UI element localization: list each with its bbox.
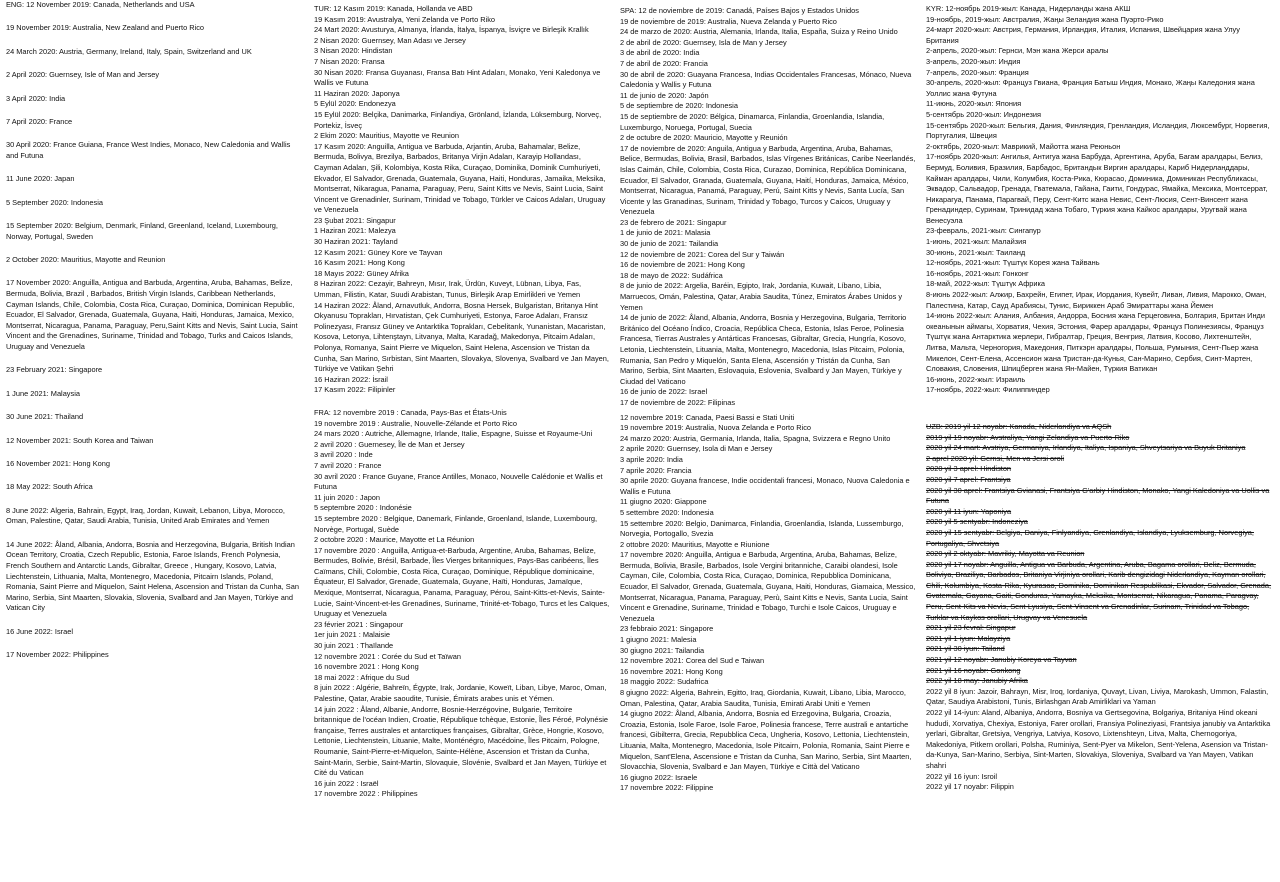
uzbek-entry: 2019 yil 19 noyabr: Avstraliya, Yangi Zelandiya va Puerto-Riko: [926, 432, 1130, 442]
kyrgyz-entry: 1-июнь, 2021-жыл: Малайзия: [926, 237, 1027, 247]
turkish-entry: 8 Haziran 2022: Cezayir, Bahreyn, Mısır, Irak, Ürdün, Kuveyt, Lübnan, Libya, Fas, Umman, Filistin, Katar, Suudi Arabistan, Tunus, Birleşik Arap Emirlikleri ve Yemen: [314, 279, 582, 300]
kyrgyz-entry: 16-июнь, 2022-жыл: Израиль: [926, 374, 1026, 384]
italian-entry: 2 aprile 2020: Guernsey, Isola di Man e Jersey: [620, 444, 773, 454]
italian-entry: 16 giugno 2022: Israele: [620, 772, 698, 782]
spanish-section: [620, 6, 916, 409]
italian-entry: 12 novembre 2021: Corea del Sud e Taiwan: [620, 656, 765, 666]
italian-entry: 15 settembre 2020: Belgio, Danimarca, Finlandia, Groenlandia, Islanda, Lussemburgo, Norvegia, Portogallo, Svezia: [620, 518, 904, 539]
uzbek-entry: UZB: 2019 yil 12 noyabr: Kanada, Niderlandiya va AQSh: [926, 421, 1112, 431]
turkish-entry: 19 Kasım 2019: Avustralya, Yeni Zelanda ve Porto Riko: [314, 14, 496, 24]
english-entry: 17 November 2022: Philippines: [6, 650, 109, 660]
kyrgyz-entry: 19-ноябрь, 2019-жыл: Австралия, Жаңы Зеландия жана Пуэрто-Рико: [926, 14, 1164, 24]
english-entry: 3 April 2020: India: [6, 93, 66, 103]
spanish-italian-column: [620, 6, 916, 794]
spanish-entry: 8 de junio de 2022: Argelia, Baréin, Egipto, Irak, Jordania, Kuwait, Líbano, Libia, Marruecos, Omán, Palestina, Qatar, Arabia Saudita, Túnez, Emiratos Árabes Unidos y Yemen: [620, 281, 903, 312]
english-entry: 2 October 2020: Mauritius, Mayotte and Reunion: [6, 255, 166, 265]
turkish-entry: 17 Kasım 2020: Anguilla, Antigua ve Barbuda, Arjantin, Aruba, Bahamalar, Belize, Bermuda, Bolivya, Brezilya, Barbados, Britanya Virjin Adaları, Karayip Hollandası, Cayman Adaları, Şili, Kolombiya, Kosta Rika, Curaçao, Dominika, Dominik Cumhuriyeti, Ekvador, El Salvador, Grenada, Guatemala, Guyana, Haiti, Honduras, Jamaika, Meksika, Montserrat, Nikaragua, Panama, Paraguay, Peru, Saint Kitts ve Nevis, Saint Lucia, Saint Vincent ve Grenadinler, Surinam, Trinidad ve Tobago, Türkler ve Caicos Adaları, Uruguay ve Venezuela: [314, 141, 606, 215]
turkish-entry: 30 Haziran 2021: Tayland: [314, 237, 398, 247]
uzbek-entry: 2 aprel 2020 yil: Gernsi, Men va Jersi oroli: [926, 453, 1065, 463]
spanish-entry: 2 de abril de 2020: Guernsey, Isla de Man y Jersey: [620, 37, 787, 47]
french-entry: 18 mai 2022 : Afrique du Sud: [314, 672, 410, 682]
kyrgyz-entry: 2-октябрь, 2020-жыл: Маврикий, Майотта жана Реюньон: [926, 141, 1121, 151]
english-entry: 16 November 2021: Hong Kong: [6, 459, 110, 468]
french-entry: 24 mars 2020 : Autriche, Allemagne, Irlande, Italie, Espagne, Suisse et Royaume-Uni: [314, 429, 593, 439]
italian-entry: 30 giugno 2021: Tailandia: [620, 645, 705, 655]
english-entry: 2 April 2020: Guernsey, Isle of Man and Jersey: [6, 70, 160, 80]
french-entry: 8 juin 2022 : Algérie, Bahreïn, Égypte, Irak, Jordanie, Koweït, Liban, Libye, Maroc, Oman, Palestine, Qatar, Arabie saoudite, Tunisie, Émirats arabes unis et Yémen.: [314, 683, 607, 703]
english-entry: 8 June 2022: Algeria, Bahrain, Egypt, Iraq, Jordan, Kuwait, Lebanon, Libya, Morocco, Oman, Palestine, Qatar, Saudi Arabia, Tunisia, United Arab Emirates and Yemen: [6, 505, 285, 526]
spanish-entry: 14 de junio de 2022: Åland, Albania, Andorra, Bosnia y Herzegovina, Bulgaria, Territorio Británico del Océano Índico, Croacia, República Checa, Estonia, Islas Feroe, Polinesia Francesa, Tierras Australes y Antárticas Francesas, Gibraltar, Grecia, Hungría, Kosovo, Letonia, Liechtenstein, Lituania, Malta, Montenegro, Macedonia, Islas Pitcairn, Polonia, Rumania, San Pedro y Miquelón, Santa Elena, Ascensión y Tristán da Cunha, San Marino, Serbia, Sint Maarten, Eslovaquia, Eslovenia, Svalbard y Jan Mayen, Türkiye y Ciudad del Vaticano: [620, 313, 907, 386]
uzbek-entry: 2020 yil 7 aprel: Frantsiya: [926, 474, 1011, 484]
spanish-entry: 16 de noviembre de 2021: Hong Kong: [620, 260, 745, 270]
uzbek-entry: 2022 yil 8 iyun: Jazoir, Bahrayn, Misr, Iroq, Iordaniya, Quvayt, Livan, Liviya, Marokash, Ummon, Falastin, Qatar, Saudiya Arabistoni, Tunis, Birlashgan Arab Amirliklari va Yaman: [926, 686, 1269, 707]
turkish-entry: TUR: 12 Kasım 2019: Kanada, Hollanda ve ABD: [314, 4, 473, 13]
french-entry: 16 novembre 2021 : Hong Kong: [314, 662, 419, 672]
uzbek-entry: 2020 yil 24 mart: Avstriya, Germaniya, Irlandiya, Italiya, Ispaniya, Shveytsariya va Buyuk Britaniya: [926, 443, 1246, 453]
uzbek-entry: 2020 yil 3 aprel: Hindiston: [926, 464, 1012, 474]
kyrgyz-entry: 15-сентябрь 2020-жыл: Бельгия, Дания, Финляндия, Гренландия, Исландия, Люксембург, Норвегия, Португалия, Швеция: [926, 120, 1270, 141]
kyrgyz-entry: 14-июнь 2022-жыл: Алания, Албания, Андорра, Босния жана Герцеговина, Болгария, Британ Инди океанынын аймагы, Хорватия, Чехия, Эстония, Фарер аралдары, Француз Полинезиясы, Француз Түштүк жана Антарктика жерлери, Гибралтар, Греция, Венгрия, Латвия, Косово, Лихтенштейн, Литва, Мальта, Черногория, Македония, Питкэрн аралдары, Польша, Румыния, Сент-Пьер жана Микелон, Сент-Елена, Ассенсион жана Тристан-да-Кунья, Сан-Марино, Сербия, Синт-Мартен, Словакия, Словения, Шпицберген жана Ян-Майен, Түркия Ватикан: [926, 311, 1265, 374]
english-entry: 12 November 2021: South Korea and Taiwan: [6, 435, 154, 445]
spanish-entry: 24 de marzo de 2020: Austria, Alemania, Irlanda, Italia, España, Suiza y Reino Unido: [620, 27, 898, 37]
italian-entry: 3 aprile 2020: India: [620, 454, 683, 464]
french-entry: 14 juin 2022 : Åland, Albanie, Andorre, Bosnie-Herzégovine, Bulgarie, Territoire britannique de l'océan Indien, Croatie, République tchèque, Estonie, Îles Féroé, Polynésie française, Terres australes et antarctiques françaises, Gibraltar, Grèce, Hongrie, Kosovo, Lettonie, Liechtenstein, Lituanie, Malte, Monténégro, Macédoine, Îles Pitcairn, Pologne, Roumanie, Saint-Pierre-et-Miquelon, Sainte-Hélène, Ascension et Tristan da Cunha, Saint-Marin, Serbie, Saint-Martin, Slovaquie, Slovénie, Svalbard et Jan Mayen, Türkiye et Cité du Vatican: [314, 704, 608, 778]
italian-entry: 5 settembre 2020: Indonesia: [620, 507, 714, 517]
italian-entry: 17 novembre 2022: Filippine: [620, 783, 714, 793]
turkish-entry: 5 Eylül 2020: Endonezya: [314, 99, 396, 109]
turkish-entry: 30 Nisan 2020: Fransa Guyanası, Fransa Batı Hint Adaları, Monako, Yeni Kaledonya ve Wallis ve Futuna: [314, 67, 601, 88]
kyrgyz-entry: 24-март 2020-жыл: Австрия, Германия, Ирландия, Италия, Испания, Швейцария жана Улуу Британия: [926, 25, 1240, 45]
uzbek-entry: 2022 yil 16 iyun: Isroil: [926, 771, 998, 781]
french-entry: 2 octobre 2020 : Maurice, Mayotte et La Réunion: [314, 535, 475, 545]
kyrgyz-entry: KYR: 12-ноябрь 2019-жыл: Канада, Нидерланды жана АКШ: [926, 4, 1131, 13]
spanish-entry: 17 de noviembre de 2022: Filipinas: [620, 397, 736, 407]
kyrgyz-entry: 23-февраль, 2021-жыл: Сингапур: [926, 226, 1041, 236]
kyrgyz-entry: 30-апрель, 2020-жыл: Француз Гвиана, Франция Батыш Индия, Монако, Жаңы Каледония жана Уоллис жана Футуна: [926, 78, 1255, 98]
italian-entry: 19 novembre 2019: Australia, Nuova Zelanda e Porto Rico: [620, 423, 812, 433]
italian-entry: 11 giugno 2020: Giappone: [620, 497, 707, 507]
french-entry: 7 avril 2020 : France: [314, 460, 382, 470]
uzbek-entry: 2020 yil 2 oktyabr: Mavrikiy, Mayotta va Reunion: [926, 549, 1085, 559]
italian-entry: 8 giugno 2022: Algeria, Bahrein, Egitto, Iraq, Giordania, Kuwait, Libano, Libia, Marocco, Oman, Palestina, Qatar, Arabia Saudita, Tunisia, Emirati Arabi Uniti e Yemen: [620, 688, 906, 708]
french-entry: 1er juin 2021 : Malaisie: [314, 630, 391, 640]
uzbek-entry: 2020 yil 30 aprel: Frantsiya Gvianasi, Frantsiya G'arbiy Hindiston, Monako, Yangi Kaledoniya va Uollis va Futuna: [926, 485, 1270, 506]
french-entry: 23 février 2021 : Singapour: [314, 619, 404, 629]
english-entry: 7 April 2020: France: [6, 116, 73, 126]
kyrgyz-uzbek-column: [926, 4, 1272, 793]
uzbek-entry: 2020 yil 11 iyun: Yaponiya: [926, 506, 1012, 516]
english-column: [6, 0, 302, 674]
turkish-french-column: [314, 4, 610, 800]
french-entry: 16 juin 2022 : Israël: [314, 778, 379, 788]
turkish-entry: 1 Haziran 2021: Malezya: [314, 226, 396, 236]
italian-entry: 24 marzo 2020: Austria, Germania, Irlanda, Italia, Spagna, Svizzera e Regno Unito: [620, 433, 891, 443]
uzbek-entry: 2020 yil 5 sentyabr: Indoneziya: [926, 517, 1028, 527]
kyrgyz-entry: 16-ноябрь, 2021-жыл: Гонконг: [926, 268, 1029, 278]
turkish-entry: 3 Nisan 2020: Hindistan: [314, 46, 393, 56]
english-entry: 11 June 2020: Japan: [6, 174, 75, 184]
spanish-entry: 7 de abril de 2020: Francia: [620, 58, 708, 68]
english-entry: 18 May 2022: South Africa: [6, 482, 93, 492]
kyrgyz-entry: 18-май, 2022-жыл: Түштүк Африка: [926, 279, 1046, 289]
uzbek-entry: 2022 yil 17 noyabr: Filippin: [926, 782, 1014, 792]
kyrgyz-entry: 17-ноябрь 2020-жыл: Ангилья, Антигуа жана Барбуда, Аргентина, Аруба, Багам аралдары, Белиз, Бермуд, Боливия, Бразилия, Барбадос, Британдык Виргин аралдары, Кариб Нидерланддары, Кайман аралдары, Чили, Колумбия, Коста-Рика, Кюрасао, Доминика, Доминикан Республикасы, Эквадор, Сальвадор, Гренада, Гватемала, Гайана, Гаити, Гондурас, Ямайка, Мексика, Монтсеррат, Никарагуа, Панама, Парагвай, Перу, Сент-Китс жана Невис, Сент-Люсия, Сент-Винсент жана Гренадиндер, Суринам, Тринидад жана Тобаго, Түркия жана Кайкос аралдары, Уругвай жана Венесуэла: [926, 152, 1268, 225]
turkish-entry: 7 Nisan 2020: Fransa: [314, 56, 385, 66]
spanish-entry: 2 de octubre de 2020: Mauricio, Mayotte y Reunión: [620, 133, 788, 143]
kyrgyz-entry: 11-июнь, 2020-жыл: Япония: [926, 99, 1022, 109]
turkish-section: [314, 4, 610, 396]
spanish-entry: 30 de junio de 2021: Tailandia: [620, 239, 719, 249]
kyrgyz-entry: 17-ноябрь, 2022-жыл: Филиппиндер: [926, 385, 1050, 395]
uzbek-entry: 2021 yil 30 iyun: Tailand: [926, 644, 1005, 654]
italian-entry: 1 giugno 2021: Malesia: [620, 635, 697, 645]
kyrgyz-entry: 7-апрель, 2020-жыл: Франция: [926, 67, 1029, 77]
italian-entry: 2 ottobre 2020: Mauritius, Mayotte e Riunione: [620, 539, 770, 549]
english-entry: 17 November 2020: Anguilla, Antigua and Barbuda, Argentina, Aruba, Bahamas, Belize, Bermuda, Bolivia, Brazil , Barbados, British Virgin Islands, Caribbean Netherlands, Cayman Islands, Chile, Colombia, Costa Rica, Curaçao, Dominica, Dominican Republic, Ecuador, El Salvador, Grenada, Guatemala, Guyana, Haiti, Honduras, Jamaica, Mexico, Montserrat, Nicaragua, Panama, Paraguay, Peru,Saint Kitts and Nevis, Saint Lucia, Saint Vincent and the Grenadines, Suriname, Trinidad and Tobago, Turks and Caicos Islands, Uruguay and Venezuela: [6, 278, 298, 352]
uzbek-entry: 2021 yil 12 noyabr: Janubiy Koreya va Tayvan: [926, 655, 1077, 665]
spanish-entry: 17 de noviembre de 2020: Anguila, Antigua y Barbuda, Argentina, Aruba, Bahamas, Belice, Bermudas, Bolivia, Brasil, Barbados, Islas Vírgenes Británicas, Caribe Neerlandés, Islas Caimán, Chile, Colombia, Costa Rica, Curazao, Dominica, República Dominicana, Ecuador, El Salvador, Granada, Guatemala, Guyana, Haití, Honduras, Jamaica, México, Montserrat, Nicaragua, Panamá, Paraguay, Perú, Saint Kitts y Nevis, Santa Lucía, San Vicente y las Granadinas, Surinam, Trinidad y Tobago, Turcos y Caicos, Uruguay y Venezuela: [620, 143, 916, 217]
french-entry: 30 juin 2021 : Thaïlande: [314, 641, 394, 651]
spanish-entry: 12 de noviembre de 2021: Corea del Sur y Taiwán: [620, 249, 785, 259]
turkish-entry: 14 Haziran 2022: Åland, Arnavutluk, Andorra, Bosna Hersek, Bulgaristan, Britanya Hint Okyanusu Toprakları, Hırvatistan, Çek Cumhuriyeti, Estonya, Faroe Adaları, Fransız Polinezyası, Fransız Güney ve Antarktika Toprakları, Cebelitarık, Yunanistan, Macaristan, Kosova, Letonya, Lihtenştayn, Litvanya, Malta, Karadağ, Makedonya, Pitcairn Adaları, Polonya, Romanya, Saint Pierre ve Miquelon, Saint Helena, Ascension ve Tristan da Cunha, San Marino, Sırbistan, Sint Maarten, Slovakya, Slovenya, Svalbard ve Jan Mayen, Türkiye ve Vatikan Şehri: [314, 300, 609, 374]
english-entry: 5 September 2020: Indonesia: [6, 197, 103, 207]
french-entry: 30 avril 2020 : France Guyane, France Antilles, Monaco, Nouvelle Calédonie et Wallis et Futuna: [314, 471, 603, 492]
spanish-entry: 23 de febrero de 2021: Singapur: [620, 217, 727, 227]
turkish-entry: 23 Şubat 2021: Singapur: [314, 215, 396, 225]
uzbek-entry: 2021 yil 1 iyun: Malayziya: [926, 633, 1011, 643]
french-entry: 17 novembre 2020 : Anguilla, Antigua-et-Barbuda, Argentine, Aruba, Bahamas, Belize, Bermudes, Bolivie, Brésil, Barbade, Îles Vierges britanniques, Pays-Bas caribéens, Îles Caïmans, Chili, Colombie, Costa Rica, Curaçao, Dominique, République dominicaine, Équateur, El Salvador, Grenade, Guatemala, Guyane, Haïti, Honduras, Jamaïque, Mexique, Montserrat, Nicaragua, Panama, Paraguay, Pérou, Saint-Kitts-et-Nevis, Sainte-Lucie, Saint-Vincent-et-les Grenadines, Suriname, Trinité-et-Tobago, Turcs et les Caïques, Uruguay et Venezuela: [314, 545, 610, 619]
french-entry: FRA: 12 novembre 2019 : Canada, Pays-Bas et États-Unis: [314, 407, 507, 417]
kyrgyz-entry: 30-июнь, 2021-жыл: Таиланд: [926, 247, 1026, 257]
spanish-entry: 5 de septiembre de 2020: Indonesia: [620, 101, 738, 111]
turkish-entry: 17 Kasım 2022: Filipinler: [314, 385, 396, 395]
english-entry: 15 September 2020: Belgium, Denmark, Finland, Greenland, Iceland, Luxembourg, Norway, Portugal, Sweden: [6, 221, 278, 241]
french-entry: 2 avril 2020 : Guernesey, Île de Man et Jersey: [314, 439, 465, 449]
spanish-entry: 11 de junio de 2020: Japón: [620, 90, 709, 100]
turkish-entry: 2 Ekim 2020: Mauritius, Mayotte ve Reunion: [314, 131, 460, 141]
english-entry: ENG: 12 November 2019: Canada, Netherlands and USA: [6, 0, 195, 9]
turkish-entry: 12 Kasım 2021: Güney Kore ve Tayvan: [314, 247, 443, 257]
french-entry: 15 septembre 2020 : Belgique, Danemark, Finlande, Groenland, Islande, Luxembourg, Norvège, Portugal, Suède: [314, 513, 598, 534]
italian-entry: 23 febbraio 2021: Singapore: [620, 624, 714, 634]
english-entry: 23 February 2021: Singapore: [6, 365, 103, 375]
italian-entry: 14 giugno 2022: Åland, Albania, Andorra, Bosnia ed Erzegovina, Bulgaria, Croazia, Croazia, Estonia, Isole Faroe, Isole Faroe, Polinesia francese, Terre australi e antartiche francesi, Gibilterra, Grecia, Repubblica Ceca, Ungheria, Kosovo, Lettonia, Liechtenstein, Lituania, Malta, Montenegro, Macedonia, Isole Pitcairn, Polonia, Romania, Saint Pierre e Miquelon, Sant'Elena, Ascensione e Tristan da Cunha, San Marino, Serbia, Sint Maarten, Slovacchia, Slovenia, Svalbard e Jan Mayen, Türkiye e Città del Vaticano: [620, 709, 912, 772]
kyrgyz-entry: 12-ноябрь, 2021-жыл: Түштүк Корея жана Тайвань: [926, 258, 1100, 268]
turkish-entry: 18 Mayıs 2022: Güney Afrika: [314, 268, 409, 278]
spanish-entry: 18 de mayo de 2022: Sudáfrica: [620, 270, 723, 280]
turkish-entry: 16 Haziran 2022: İsrail: [314, 374, 388, 384]
italian-entry: 7 aprile 2020: Francia: [620, 465, 692, 475]
spanish-entry: 30 de abril de 2020: Guayana Francesa, Indias Occidentales Francesas, Mónaco, Nueva Caledonia y Wallis y Futuna: [620, 69, 912, 90]
french-entry: 3 avril 2020 : Inde: [314, 450, 373, 460]
english-entry: 19 November 2019: Australia, New Zealand and Puerto Rico: [6, 23, 205, 33]
turkish-entry: 24 Mart 2020: Avusturya, Almanya, İrlanda, İtalya, İspanya, İsviçre ve Birleşik Krallık: [314, 25, 589, 35]
french-entry: 12 novembre 2021 : Corée du Sud et Taïwan: [314, 651, 461, 661]
uzbek-section: [926, 422, 1272, 793]
spanish-entry: 3 de abril de 2020: India: [620, 48, 700, 58]
english-entry: 30 June 2021: Thailand: [6, 412, 84, 422]
turkish-entry: 15 Eylül 2020: Belçika, Danimarka, Finlandiya, Grönland, İzlanda, Lüksemburg, Norveç, Portekiz, İsveç: [314, 109, 602, 130]
italian-entry: 30 aprile 2020: Guyana francese, Indie occidentali francesi, Monaco, Nuova Caledonia e Wallis e Futuna: [620, 476, 910, 496]
spanish-entry: 16 de junio de 2022: Israel: [620, 387, 708, 397]
uzbek-entry: 2020 yil 17 noyabr: Anguilla, Antigua va Barbuda, Argentina, Aruba, Bagama orollari, Beliz, Bermuda, Boliviya, Braziliya, Barbados, Britaniya Virjiniya orollari, Karib dengizidagi Niderlandiya, Kayman orollari, Chili, Kolumbiya, Kosta-Rika, Kyurasao, Dominika, Dominikan Respublikasi, Ekvador, Salvador, Grenada, Gvatemala, Gayana, Gaiti, Gonduras, Yamayka, Meksika, Montserrat, Nikaragua, Panama, Paragvay, Peru, Sent-Kits va Nevis, Sent-Lyusiya, Sent-Vinsent va Grenadinlar, Surinam, Trinidad va Tobago, Turklar va Kaykos orollari, Urugvay va Venesuela: [926, 559, 1272, 622]
uzbek-entry: 2020 yil 15 sentyabr: Belgiya, Daniya, Finlyandiya, Grenlandiya, Islandiya, Lyuksemburg, Norvegiya, Portugaliya, Shvetsiya: [926, 527, 1254, 548]
french-entry: 5 septembre 2020 : Indonésie: [314, 503, 412, 513]
italian-entry: 17 novembre 2020: Anguilla, Antigua e Barbuda, Argentina, Aruba, Bahamas, Belize, Bermuda, Bolivia, Brasile, Barbados, Isole Vergini britanniche, Caraibi olandesi, Isole Cayman, Cile, Colombia, Costa Rica, Curaçao, Dominica, Repubblica Dominicana, Ecuador, El Salvador, Grenada, Guatemala, Guyana, Haiti, Honduras, Giamaica, Messico, Montserrat, Nicaragua, Panama, Paraguay, Perù, Saint Kitts e Nevis, Santa Lucia, Saint Vincent e Grenadine, Suriname, Trinidad e Tobago, Turchi e Isole Caicos, Uruguay e Venezuela: [620, 550, 916, 623]
italian-section: [620, 413, 916, 794]
kyrgyz-section: [926, 4, 1272, 396]
kyrgyz-entry: 8-июнь 2022-жыл: Алжир, Бахрейн, Египет, Ирак, Иордания, Кувейт, Ливан, Ливия, Марокко, Оман, Палестина, Катар, Сауд Арабиясы, Тунис, Бириккен Араб Эмираттары жана Йемен: [926, 290, 1267, 310]
italian-entry: 18 maggio 2022: Sudafrica: [620, 677, 709, 687]
english-entry: 16 June 2022: Israel: [6, 626, 73, 636]
french-section: [314, 408, 610, 800]
english-entry: 24 March 2020: Austria, Germany, Ireland, Italy, Spain, Switzerland and UK: [6, 46, 252, 56]
uzbek-entry: 2022 yil 18 may: Janubiy Afrika: [926, 676, 1028, 686]
english-entry: 14 June 2022: Åland, Albania, Andorra, Bosnia and Herzegovina, Bulgaria, British Indian Ocean Territory, Croatia, Czech Republic, Estonia, Faroe Islands, French Polynesia, French Southern and Antarctic Lands, Gibraltar, Greece , Hungary, Kosovo, Latvia, Liechtenstein, Lithuania, Malta, Montenegro, Macedonia, Pitcairn Islands, Poland, Romania, Saint Pierre and Miquelon, Saint Helena, Ascension and Tristan da Cunha, San Marino, Serbia, Sint Maarten, Slovakia, Slovenia, Svalbard and Jan Mayen, Türkiye and Vatican City: [6, 539, 299, 613]
english-entry: 30 April 2020: France Guiana, France West Indies, Monaco, New Caledonia and Wallis and Futuna: [6, 140, 291, 160]
turkish-entry: 2 Nisan 2020: Guernsey, Man Adası ve Jersey: [314, 35, 466, 45]
spanish-entry: 15 de septiembre de 2020: Bélgica, Dinamarca, Finlandia, Groenlandia, Islandia, Luxemburgo, Noruega, Portugal, Suecia: [620, 111, 885, 132]
spanish-entry: 1 de junio de 2021: Malasia: [620, 228, 711, 238]
kyrgyz-entry: 2-апрель, 2020-жыл: Гернси, Мэн жана Жерси аралы: [926, 46, 1109, 56]
kyrgyz-entry: 3-апрель, 2020-жыл: Индия: [926, 56, 1021, 66]
french-entry: 17 novembre 2022 : Philippines: [314, 789, 418, 799]
uzbek-entry: 2021 yil 16 noyabr: Gonkong: [926, 665, 1021, 675]
uzbek-entry: 2021 yil 23 fevral: Singapur: [926, 623, 1016, 633]
french-entry: 11 juin 2020 : Japon: [314, 492, 381, 502]
turkish-entry: 11 Haziran 2020: Japonya: [314, 88, 400, 98]
uzbek-entry: 2022 yil 14-iyun: Aland, Albaniya, Andorra, Bosniya va Gertsegovina, Bolgariya, Britaniya Hind okeani hududi, Xorvatiya, Chexiya, Estoniya, Farer orollari, Fransiya Polineziyasi, Frantsiya janubiy va Antarktika yerlari, Gibraltar, Gretsiya, Vengriya, Latviya, Kosovo, Lixtenshteyn, Litva, Malta, Chernogoriya, Makedoniya, Pitkern orollari, Polsha, Ruminiya, Sent-Pyer va Mikelon, Sent-Yelena, Asension va Tristan-da-Kunya, San-Marino, Serbiya, Sint-Marten, Slovakiya, Sloveniya, Svalbard va Yan Mayen, Vatikan shahri: [926, 708, 1271, 770]
italian-entry: 12 novembre 2019: Canada, Paesi Bassi e Stati Uniti: [620, 412, 795, 422]
spanish-entry: SPA: 12 de noviembre de 2019: Canadá, Países Bajos y Estados Unidos: [620, 6, 859, 15]
italian-entry: 16 novembre 2021: Hong Kong: [620, 666, 723, 676]
kyrgyz-entry: 5-сентябрь 2020-жыл: Индонезия: [926, 109, 1042, 119]
english-entry: 1 June 2021: Malaysia: [6, 388, 80, 398]
turkish-entry: 16 Kasım 2021: Hong Kong: [314, 258, 405, 268]
spanish-entry: 19 de noviembre de 2019: Australia, Nueva Zelanda y Puerto Rico: [620, 16, 837, 26]
french-entry: 19 novembre 2019 : Australie, Nouvelle-Zélande et Porto Rico: [314, 418, 517, 428]
